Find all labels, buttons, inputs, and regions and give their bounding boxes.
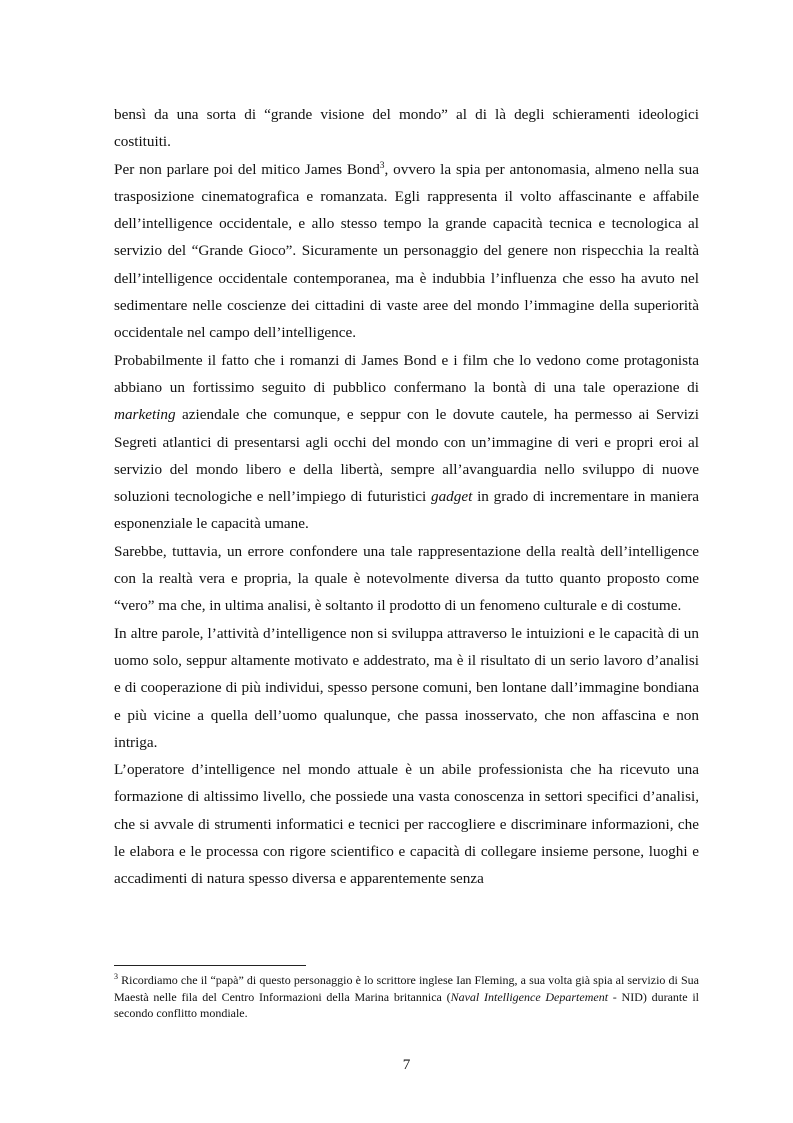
document-body [114, 101, 699, 893]
paragraph-3 [114, 347, 699, 538]
paragraph-6 [114, 756, 699, 892]
paragraph-text: In altre parole, l’attività d’intelligence non si sviluppa attraverso le intuizioni e le capacità di un uomo solo, seppur altamente motivato e addestrato, ma è il risultato di un serio lavoro d’analisi e di cooperazione di più individui, spesso persone comuni, ben lontane dall’immagine bondiana e più vicine a quella dell’uomo qualunque, che passa inosservato, che non affascina e non intriga. [114, 624, 699, 751]
paragraph-2 [114, 156, 699, 347]
footnote-reference[interactable]: 3 [379, 160, 385, 171]
italic-term: marketing [114, 406, 176, 424]
page-number: 7 [402, 1056, 411, 1073]
paragraph-text: Per non parlare poi del mitico James Bond [114, 160, 380, 178]
paragraph-4 [114, 538, 699, 620]
paragraph-text: aziendale che comunque, e seppur con le dovute cautele, ha permesso ai Servizi Segreti atlantici di presentarsi agli occhi del mondo con un’immagine di veri e propri eroi al servizio del mondo libero e della libertà, sempre all’avanguardia nello sviluppo di nuove soluzioni tecnologiche e nell’impiego di futuristici [114, 406, 699, 506]
paragraph-text: Probabilmente il fatto che i romanzi di James Bond e i film che lo vedono come protagonista abbiano un fortissimo seguito di pubblico confermano la bontà di una tale operazione di [114, 351, 699, 396]
footnote-text: - NID) durante il secondo conflitto mondiale. [114, 989, 700, 1020]
footnote-3 [114, 972, 699, 1022]
paragraph-text: , ovvero la spia per antonomasia, almeno nella sua trasposizione cinematografica e romanzata. Egli rappresenta il volto affascinante e affabile dell’intelligence occidentale, e allo stesso tempo la grande capacità tecnica e tecnologica al servizio del “Grande Gioco”. Sicuramente un personaggio del genere non rispecchia la realtà dell’intelligence occidentale contemporanea, ma è indubbia l’influenza che esso ha avuto nel sedimentare nelle coscienze dei cittadini di vaste aree del mondo l’immagine della superiorità occidentale nel campo dell’intelligence. [114, 160, 699, 342]
footnote-number: 3 [114, 972, 118, 981]
paragraph-text: in grado di incrementare in maniera esponenziale le capacità umane. [114, 488, 699, 533]
footnote-text: Ricordiamo che il “papà” di questo personaggio è lo scrittore inglese Ian Fleming, a sua volta già spia al servizio di Sua Maestà nelle fila del Centro Informazioni della Marina britannica ( [114, 973, 699, 1004]
footnote-separator [114, 965, 306, 966]
paragraph-5 [114, 620, 699, 756]
paragraph-text: L’operatore d’intelligence nel mondo attuale è un abile professionista che ha ricevuto una formazione di altissimo livello, che possiede una vasta conoscenza in settori specifici d’analisi, che si avvale di strumenti informatici e tecnici per raccogliere e discriminare informazioni, che le elabora e le processa con rigore scientifico e capacità di collegare insieme persone, luoghi e accadimenti di natura spesso diversa e apparentemente senza [114, 761, 699, 888]
paragraph-text: bensì da una sorta di “grande visione del mondo” al di là degli schieramenti ideologici costituiti. [114, 106, 699, 151]
italic-term: Naval Intelligence Departement [450, 989, 609, 1004]
paragraph-1 [114, 101, 699, 156]
italic-term: gadget [430, 488, 473, 506]
paragraph-text: Sarebbe, tuttavia, un errore confondere una tale rappresentazione della realtà dell’intelligence con la realtà vera e propria, la quale è notevolmente diversa da tutto quanto proposto come “vero” ma che, in ultima analisi, è soltanto il prodotto di un fenomeno culturale e di costume. [114, 542, 699, 615]
